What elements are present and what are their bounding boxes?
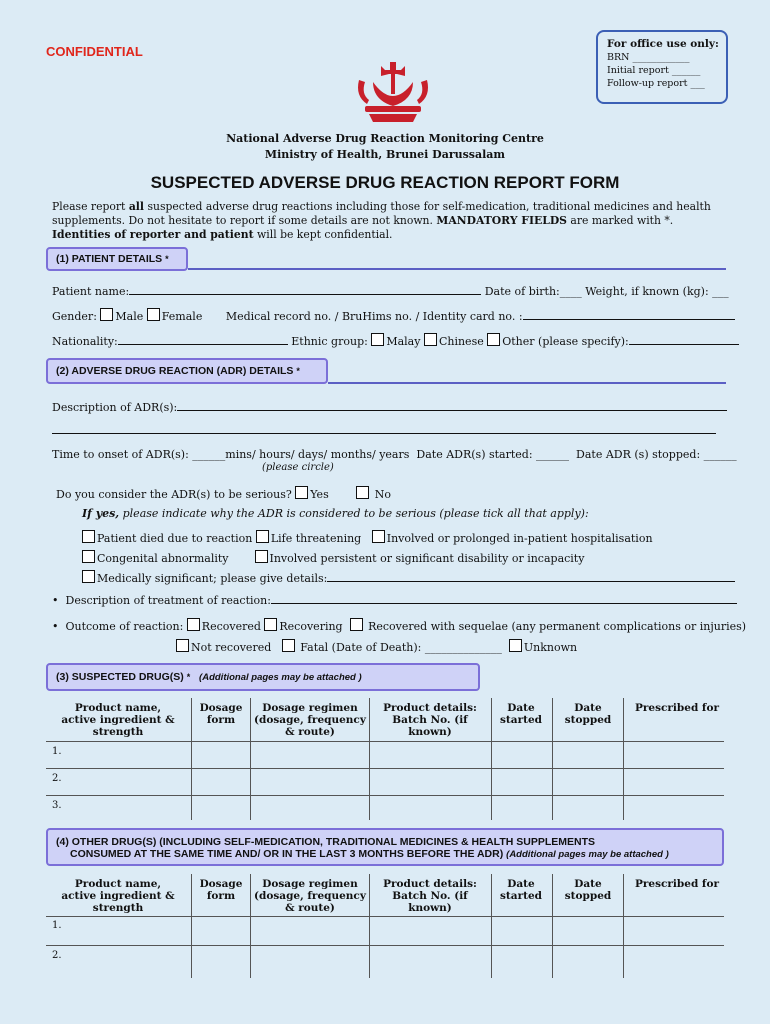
nationality-field[interactable]	[118, 334, 288, 345]
header-centre: National Adverse Drug Reaction Monitoring Centre	[226, 132, 544, 145]
not-recovered-checkbox[interactable]	[176, 639, 189, 652]
section-2-heading: (2) ADVERSE DRUG REACTION (ADR) DETAILS *	[46, 358, 328, 384]
bullet-icon: •	[52, 594, 59, 607]
col-product-details: Product details: Batch No. (if known)	[383, 702, 477, 738]
serious-reasons-row-1: Patient died due to reaction Life threatening Involved or prolonged in-patient hospitalisation	[82, 530, 653, 545]
table-row[interactable]: 2.	[52, 773, 62, 784]
male-checkbox[interactable]	[100, 308, 113, 321]
section-1-rule	[188, 268, 726, 270]
treatment-row: • Description of treatment of reaction:	[52, 593, 737, 607]
col-product-name: Product name, active ingredient & strength	[61, 878, 175, 914]
recovering-checkbox[interactable]	[264, 618, 277, 631]
section-4-heading: (4) OTHER DRUG(S) (INCLUDING SELF-MEDICATION, TRADITIONAL MEDICINES & HEALTH SUPPLEMENTS CONSUMED AT THE SAME TIME AND/ OR IN THE LAST 3 MONTHS BEFORE THE ADR) (Additional pages may be attached )	[46, 828, 724, 866]
office-followup: Follow-up report ___	[607, 78, 705, 89]
col-dosage-regimen: Dosage regimen (dosage, frequency & route)	[254, 702, 366, 738]
col-dosage-form: Dosage form	[199, 702, 243, 726]
medically-significant-field[interactable]	[327, 571, 735, 582]
patient-name-row: Patient name: Date of birth:____ Weight, if known (kg): ___	[52, 285, 729, 298]
disability-checkbox[interactable]	[255, 550, 268, 563]
col-date-stopped: Date stopped	[564, 702, 612, 726]
congenital-checkbox[interactable]	[82, 550, 95, 563]
if-yes-instruction: If yes, please indicate why the ADR is considered to be serious (please tick all that apply):	[82, 507, 589, 520]
serious-no-checkbox[interactable]	[356, 486, 369, 499]
confidential-label: CONFIDENTIAL	[46, 44, 143, 59]
brunei-crest-icon	[355, 60, 431, 124]
nationality-row: Nationality: Ethnic group: Malay Chinese Other (please specify):	[52, 333, 739, 348]
adr-description-field[interactable]	[177, 400, 727, 411]
outcome-row-2: Not recovered Fatal (Date of Death): ______________ Unknown	[176, 639, 577, 654]
col-prescribed-for: Prescribed for	[634, 878, 719, 890]
serious-row: Do you consider the ADR(s) to be serious? Yes No	[56, 488, 391, 501]
col-date-started: Date started	[500, 878, 542, 902]
bullet-icon: •	[52, 620, 59, 633]
office-use-box	[596, 30, 728, 104]
other-ethnic-field[interactable]	[629, 334, 739, 345]
serious-yes-checkbox[interactable]	[295, 486, 308, 499]
adr-description-row: Description of ADR(s):	[52, 400, 727, 414]
female-checkbox[interactable]	[147, 308, 160, 321]
col-product-name: Product name, active ingredient & strength	[61, 702, 175, 738]
section-1-heading: (1) PATIENT DETAILS *	[46, 247, 188, 271]
dob-field[interactable]: Date of birth:____	[484, 285, 582, 298]
col-dosage-form: Dosage form	[199, 878, 243, 902]
other-ethnic-checkbox[interactable]	[487, 333, 500, 346]
intro-text: Please report all suspected adverse drug reactions including those for self-medication, traditional medicines and health supplements. Do not hesitate to report if some details are not known. MANDATORY FIELDS are marked with *. Identities of reporter and patient will be kept confidential.	[52, 200, 711, 241]
died-checkbox[interactable]	[82, 530, 95, 543]
table-row[interactable]: 2.	[52, 950, 62, 961]
section-2-rule	[328, 382, 726, 384]
table-row[interactable]: 1.	[52, 920, 62, 931]
col-dosage-regimen: Dosage regimen (dosage, frequency & route)	[254, 878, 366, 914]
page-title: SUSPECTED ADVERSE DRUG REACTION REPORT FORM	[150, 173, 620, 192]
adr-stopped-field[interactable]: Date ADR (s) stopped: ______	[576, 448, 737, 461]
sequelae-checkbox[interactable]	[350, 618, 363, 631]
col-date-started: Date started	[500, 702, 542, 726]
adr-description-line-2[interactable]	[52, 433, 716, 434]
col-prescribed-for: Prescribed for	[634, 702, 719, 714]
patient-name-field[interactable]	[129, 284, 481, 295]
header-ministry: Ministry of Health, Brunei Darussalam	[264, 148, 506, 161]
fatal-checkbox[interactable]	[282, 639, 295, 652]
office-title: For office use only:	[607, 38, 719, 50]
office-brn: BRN ____________	[607, 52, 690, 63]
recovered-checkbox[interactable]	[187, 618, 200, 631]
table-row[interactable]: 1.	[52, 746, 62, 757]
hospitalisation-checkbox[interactable]	[372, 530, 385, 543]
onset-field[interactable]: Time to onset of ADR(s): ______mins/ hours/ days/ months/ years	[52, 448, 410, 461]
office-initial: Initial report ______	[607, 65, 701, 76]
outcome-row: • Outcome of reaction: Recovered Recovering Recovered with sequelae (any permanent complications or injuries)	[52, 620, 747, 633]
serious-reasons-row-3: Medically significant; please give details:	[82, 570, 735, 585]
onset-row	[52, 448, 737, 461]
col-product-details: Product details: Batch No. (if known)	[383, 878, 477, 914]
gender-row: Gender: Male Female Medical record no. / BruHims no. / Identity card no. :	[52, 308, 735, 323]
medical-record-field[interactable]	[523, 309, 735, 320]
section-3-heading: (3) SUSPECTED DRUG(S) * (Additional pages may be attached )	[46, 663, 480, 691]
col-date-stopped: Date stopped	[564, 878, 612, 902]
unknown-checkbox[interactable]	[509, 639, 522, 652]
date-of-death-field[interactable]: Fatal (Date of Death): ______________	[300, 641, 502, 654]
weight-field[interactable]: Weight, if known (kg): ___	[585, 285, 729, 298]
malay-checkbox[interactable]	[371, 333, 384, 346]
table-row[interactable]: 3.	[52, 800, 62, 811]
please-circle-note: (please circle)	[262, 462, 334, 473]
medically-significant-checkbox[interactable]	[82, 570, 95, 583]
chinese-checkbox[interactable]	[424, 333, 437, 346]
serious-reasons-row-2: Congenital abnormality Involved persistent or significant disability or incapacity	[82, 550, 584, 565]
adr-started-field[interactable]: Date ADR(s) started: ______	[416, 448, 570, 461]
treatment-field[interactable]	[271, 593, 737, 604]
life-threatening-checkbox[interactable]	[256, 530, 269, 543]
